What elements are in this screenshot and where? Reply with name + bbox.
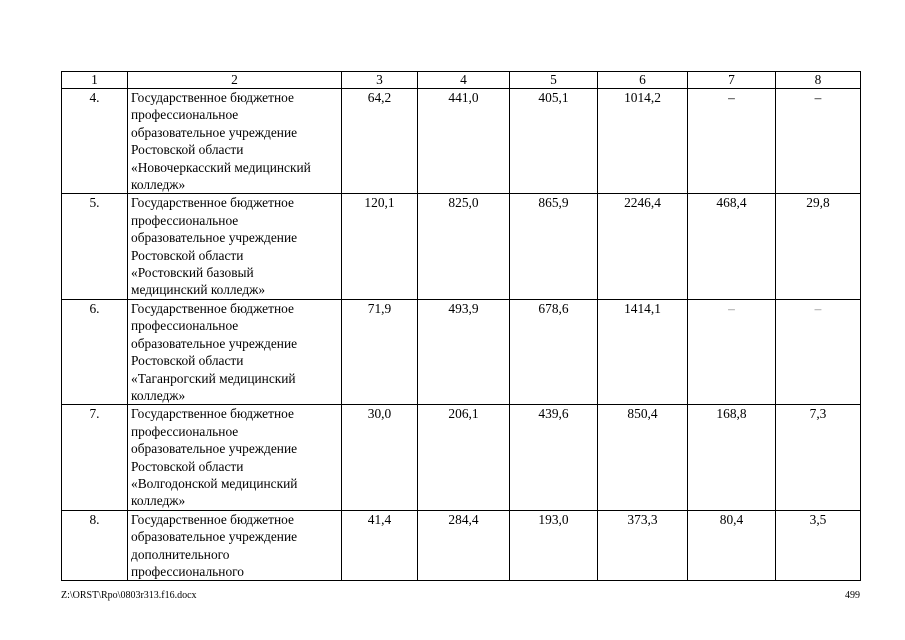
value-cell: 71,9 — [342, 299, 418, 404]
row-number: 7. — [62, 405, 128, 510]
row-number: 6. — [62, 299, 128, 404]
institution-name — [128, 405, 342, 510]
institution-name-text: Государственное бюджетное профессиональное образовательное учреждение Ростовской области «Таганрогский медицинский колледж» — [131, 300, 298, 403]
column-header: 6 — [598, 72, 688, 89]
value-cell: 41,4 — [342, 510, 418, 581]
value-cell: 3,5 — [776, 510, 861, 581]
value-cell: 284,4 — [418, 510, 510, 581]
table-row — [62, 510, 861, 581]
budget-table — [61, 71, 861, 581]
footer-page-number: 499 — [845, 590, 860, 601]
value-cell: 850,4 — [598, 405, 688, 510]
column-header: 1 — [62, 72, 128, 89]
row-number: 4. — [62, 89, 128, 194]
value-cell: 865,9 — [510, 194, 598, 299]
institution-name-text: Государственное бюджетное профессиональное образовательное учреждение Ростовской области «Ростовский базовый медицинский колледж» — [131, 195, 298, 298]
value-cell: 7,3 — [776, 405, 861, 510]
institution-name — [128, 89, 342, 194]
value-cell: 2246,4 — [598, 194, 688, 299]
value-cell: 168,8 — [688, 405, 776, 510]
column-header: 4 — [418, 72, 510, 89]
value-cell: – — [776, 299, 861, 404]
value-cell: 678,6 — [510, 299, 598, 404]
institution-name — [128, 194, 342, 299]
value-cell: 439,6 — [510, 405, 598, 510]
institution-name-text: Государственное бюджетное профессиональное образовательное учреждение Ростовской области «Новочеркасский медицинский колледж» — [131, 90, 311, 193]
value-cell: 120,1 — [342, 194, 418, 299]
value-cell: 206,1 — [418, 405, 510, 510]
column-header: 3 — [342, 72, 418, 89]
value-cell: 825,0 — [418, 194, 510, 299]
institution-name-text: Государственное бюджетное образовательное учреждение дополнительного профессионального — [131, 511, 298, 579]
value-cell: 373,3 — [598, 510, 688, 581]
column-header: 7 — [688, 72, 776, 89]
footer-file-path: Z:\ORST\Rpo\0803r313.f16.docx — [61, 590, 197, 601]
value-cell: – — [688, 299, 776, 404]
value-cell: 30,0 — [342, 405, 418, 510]
institution-name-text: Государственное бюджетное профессиональное образовательное учреждение Ростовской области «Волгодонской медицинский колледж» — [131, 406, 298, 509]
value-cell: 193,0 — [510, 510, 598, 581]
value-cell: – — [776, 89, 861, 194]
table-row — [62, 299, 861, 404]
column-header: 5 — [510, 72, 598, 89]
value-cell: – — [688, 89, 776, 194]
institution-name — [128, 510, 342, 581]
column-header: 2 — [128, 72, 342, 89]
value-cell: 468,4 — [688, 194, 776, 299]
value-cell: 1014,2 — [598, 89, 688, 194]
table-row — [62, 194, 861, 299]
institution-name — [128, 299, 342, 404]
value-cell: 405,1 — [510, 89, 598, 194]
table-row — [62, 405, 861, 510]
column-header: 8 — [776, 72, 861, 89]
value-cell: 441,0 — [418, 89, 510, 194]
row-number: 8. — [62, 510, 128, 581]
row-number: 5. — [62, 194, 128, 299]
table-row — [62, 89, 861, 194]
table-header-row — [62, 72, 861, 89]
value-cell: 64,2 — [342, 89, 418, 194]
value-cell: 1414,1 — [598, 299, 688, 404]
value-cell: 493,9 — [418, 299, 510, 404]
value-cell: 80,4 — [688, 510, 776, 581]
value-cell: 29,8 — [776, 194, 861, 299]
